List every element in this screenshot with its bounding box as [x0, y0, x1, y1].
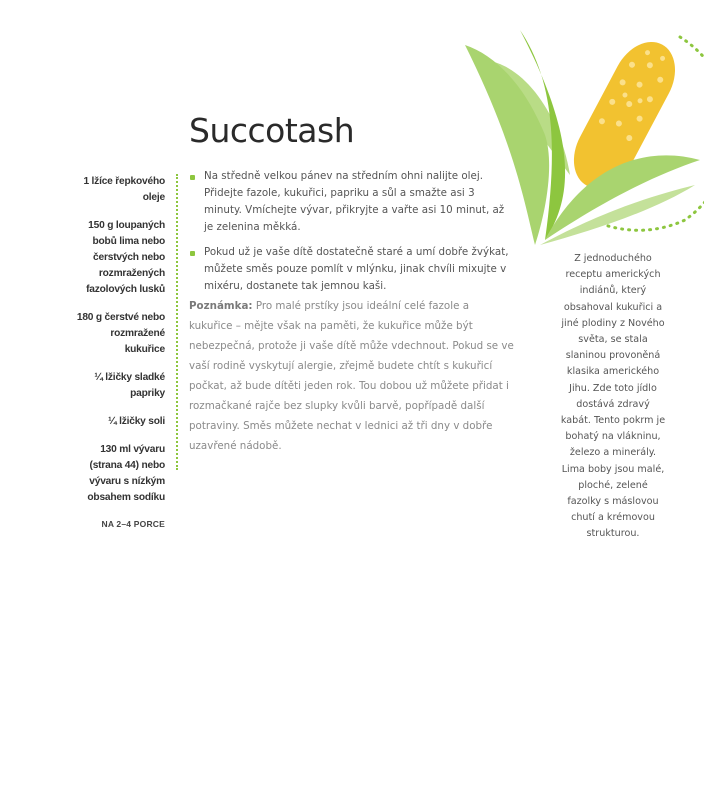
ingredient-item: 150 g loupaných bobů lima nebo čerstvých nebo rozmražených fazolových lusků [86, 220, 165, 295]
ingredient-item: 130 ml vývaru (strana 44) nebo vývaru s nízkým obsahem sodíku [87, 444, 165, 503]
ingredient-list [72, 174, 165, 532]
note-label: Poznámka: [189, 300, 253, 312]
ingredient-item: ¼ lžičky sladké papriky [94, 372, 165, 399]
dotted-divider [176, 174, 178, 470]
instruction-text: Na středně velkou pánev na středním ohni nalijte olej. Přidejte fazole, kukuřici, papriku a sůl a smažte asi 3 minuty. Vmíchejte vývar, přikryjte a vařte asi 10 minut, až je zelenina měkká. [204, 170, 505, 233]
ingredient-item: 180 g čerstvé nebo rozmražené kukuřice [76, 312, 165, 355]
ingredient-item: 1 lžíce řepkového oleje [83, 176, 165, 203]
note-paragraph [189, 296, 514, 456]
instruction-text: Pokud už je vaše dítě dostatečně staré a umí dobře žvýkat, můžete směs pouze pomlít v mlýnku, jinak chvíli mixujte v mixéru, dostanete tak jemnou kaši. [204, 246, 509, 292]
recipe-title: Succotash [189, 111, 355, 150]
instruction-step [189, 168, 514, 236]
bullet-icon [190, 175, 195, 180]
instruction-list [189, 168, 514, 303]
ingredient-item: ¼ lžičky soli [108, 416, 165, 427]
side-note: Z jednoduchého receptu amerických indiánů, který obsahoval kukuřici a jiné plodiny z Nového světa, se stala slaninou provoněná klasika amerického Jihu. Zde toto jídlo dostává zdravý kabát. Tento pokrm je bohatý na vlákninu, železo a minerály. Lima boby jsou malé, ploché, zelené fazolky s máslovou chutí a krémovou strukturou. [560, 253, 666, 540]
instruction-step [189, 244, 514, 295]
bullet-icon [190, 251, 195, 256]
note-text: Pro malé prstíky jsou ideální celé fazole a kukuřice – mějte však na paměti, že kukuřice může být nebezpečná, protože ji vaše dítě může vdechnout. Pokud se ve vaší rodině vyskytují alergie, zřejmě budete chtít s kukuřicí počkat, až bude dítěti jeden rok. Tou dobou už můžete přidat i rozmačkané rajče bez slupky kvůli barvě, popřípadě další potraviny. Směs můžete nechat v lednici až tři dny v dobře uzavřené nádobě. [189, 300, 514, 452]
servings-label: NA 2–4 PORCE [101, 519, 165, 529]
